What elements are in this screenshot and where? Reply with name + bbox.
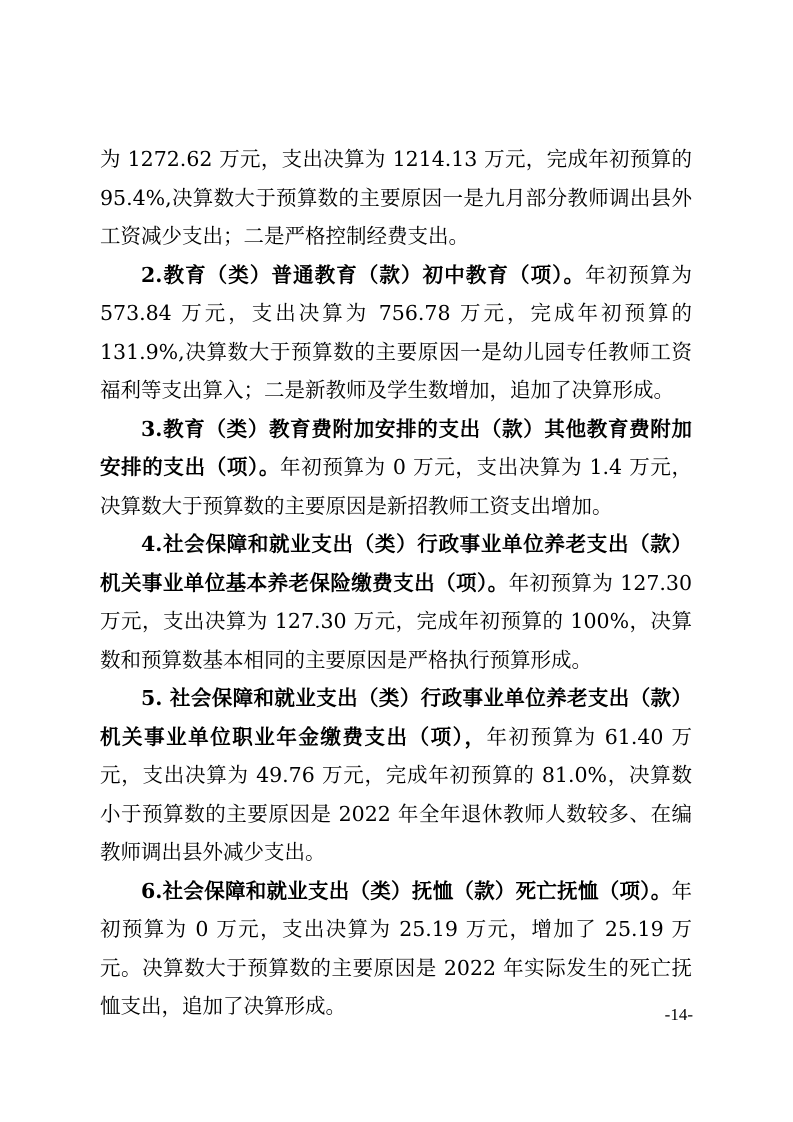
paragraph-2-heading: 2.教育（类）普通教育（款）初中教育（项）。 <box>141 262 586 287</box>
paragraph-3-body: 年初预算为 0 万元，支出决算为 1.4 万元，决算数大于预算数的主要原因是新招教师工资支出增加。 <box>100 455 692 518</box>
paragraph-4 <box>100 525 692 679</box>
paragraph-6 <box>100 872 692 1026</box>
paragraph-6-body: 年初预算为 0 万元，支出决算为 25.19 万元，增加了 25.19 万元。决算数大于预算数的主要原因是 2022 年实际发生的死亡抚恤支出，追加了决算形成。 <box>100 878 692 1018</box>
paragraph-3 <box>100 410 692 526</box>
page-number: -14- <box>664 1005 693 1024</box>
paragraph-4-body: 年初预算为 127.30 万元，支出决算为 127.30 万元，完成年初预算的 100%，决算数和预算数基本相同的主要原因是严格执行预算形成。 <box>100 570 693 672</box>
paragraph-5-body: 年初预算为 61.40 万元，支出决算为 49.76 万元，完成年初预算的 81.0%，决算数小于预算数的主要原因是 2022 年全年退休教师人数较多、在编教师调出县外减少支出。 <box>100 724 692 864</box>
paragraph-2 <box>100 256 692 410</box>
paragraph-6-heading: 6.社会保障和就业支出（类）抚恤（款）死亡抚恤（项）。 <box>141 878 672 903</box>
paragraph-5-heading: 5. 社会保障和就业支出（类）行政事业单位养老支出（款）机关事业单位职业年金缴费支出（项）， <box>100 686 692 749</box>
paragraph-1 <box>100 140 692 256</box>
paragraph-2-body: 年初预算为 573.84 万元，支出决算为 756.78 万元，完成年初预算的 131.9%,决算数大于预算数的主要原因一是幼儿园专任教师工资福利等支出算入；二是新教师及学生数增加，追加了决算形成。 <box>100 262 692 402</box>
paragraph-1-body: 为 1272.62 万元，支出决算为 1214.13 万元，完成年初预算的 95.4%,决算数大于预算数的主要原因一是九月部分教师调出县外工资减少支出；二是严格控制经费支出。 <box>100 147 692 248</box>
paragraph-3-heading: 3.教育（类）教育费附加安排的支出（款）其他教育费附加安排的支出（项）。 <box>100 416 692 479</box>
paragraph-4-heading: 4.社会保障和就业支出（类）行政事业单位养老支出（款）机关事业单位基本养老保险缴费支出（项）。 <box>100 532 692 595</box>
document-body <box>100 140 692 1026</box>
paragraph-5 <box>100 679 692 872</box>
